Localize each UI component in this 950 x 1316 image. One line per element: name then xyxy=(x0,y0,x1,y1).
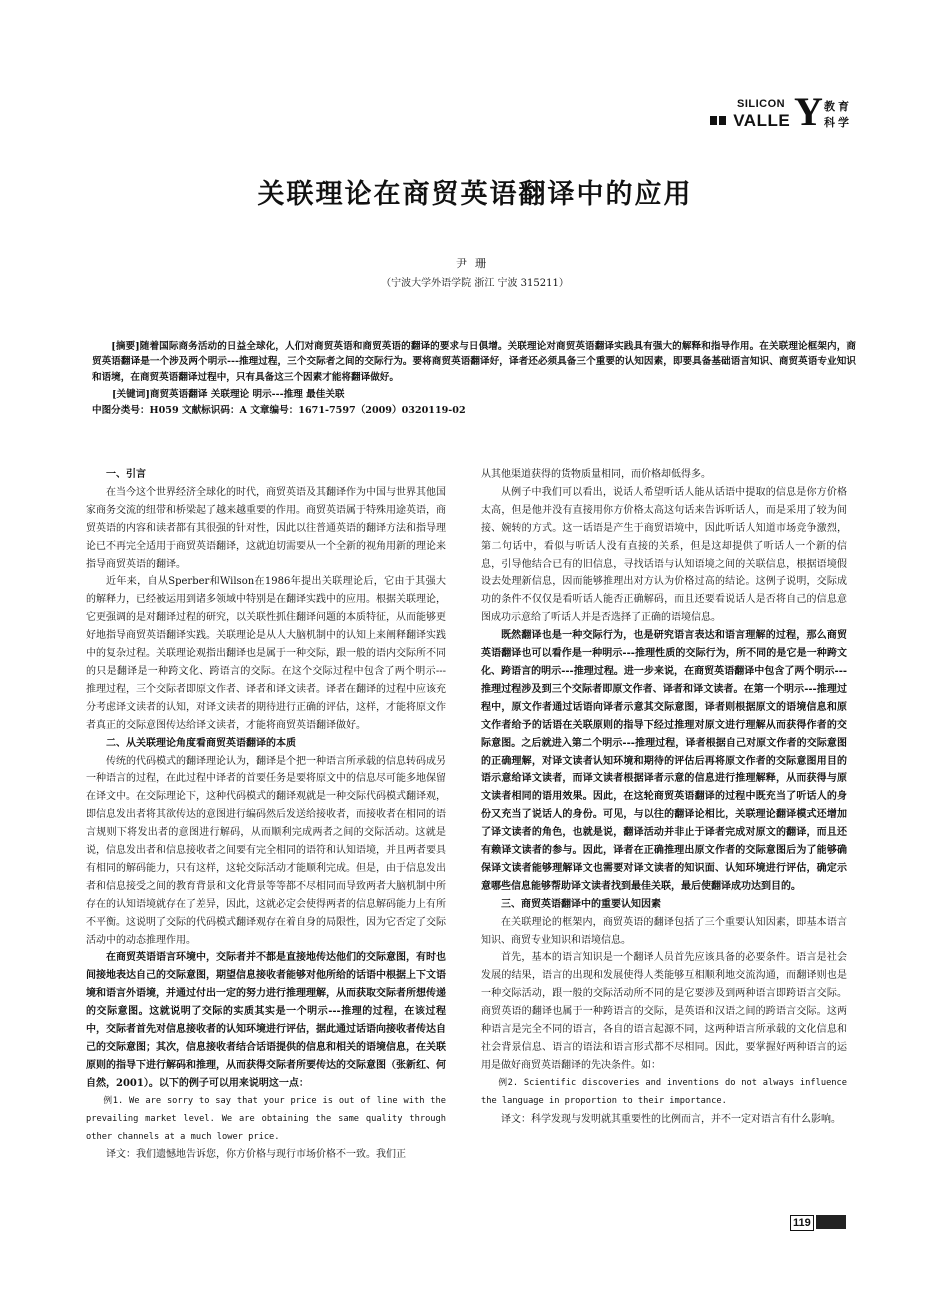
logo-cn-line2: 科学 xyxy=(824,116,852,129)
article-author: 尹珊 xyxy=(456,257,494,270)
paragraph: 传统的代码模式的翻译理论认为，翻译是个把一种语言所承载的信息转码成另一种语言的过程，在此过程中译者的首要任务是要将原文中的信息尽可能多地保留在译文中。在交际理论下，这种代码模式的翻译观就是一种交际代码模式翻译观，即信息发出者将其欲传达的意图进行编码然后发送给接收者，而接收者在相同的语言规则下将发出者的意图进行解码，从而顺利完成两者之间的交际活动。这就是说，信息发出者和信息接收者之间要有完全相同的语符和认知语境，并且两者要具有相同的解码能力，只有这样，这轮交际活动才能顺利完成。但是，由于信息发出者和信息接受之间的教育背景和文化背景等等都不尽相同而导致两者大脑机制中所存在的认知语境就存在了差异，因此，这就必定会使得两者的信息解码能力上有所不平衡。这说明了交际的代码模式翻译观存在着自身的局限性，因为它否定了交际活动中的动态推理作用。 xyxy=(86,755,446,946)
example-2: 例2. Scientific discoveries and inventions do not always influence the language in proportion to their importance. xyxy=(481,1077,847,1106)
journal-logo xyxy=(708,89,868,136)
article-affiliation: （宁波大学外语学院 浙江 宁波 315211） xyxy=(381,278,569,289)
classification-line: 中图分类号：H059 文献标识码：A 文章编号：1671-7597（2009）0320119-02 xyxy=(92,405,466,416)
logo-valley-text: VALLE xyxy=(710,111,790,131)
example-2-translation: 译文：科学发现与发明就其重要性的比例而言，并不一定对语言有什么影响。 xyxy=(501,1113,841,1125)
logo-square-icon xyxy=(710,116,717,125)
page-number: 119 xyxy=(790,1215,846,1231)
article-title: 关联理论在商贸英语翻译中的应用 xyxy=(257,179,693,210)
paragraph: 近年来，自从Sperber和Wilson在1986年提出关联理论后，它由于其强大的解释力，已经被运用到诸多领域中特别是在翻译实践中的应用。根据关联理论，它更强调的是对翻译过程的研究，以关联性抓住翻译问题的本质特征，从而能够更好地指导商贸英语翻译实践。关联理论是从人大脑机制中的认知上来阐释翻译实践中的复杂过程。关联理论观指出翻译也是属于一种交际，跟一般的语内交际所不同的只是翻译是一种跨文化、跨语言的交际。在这个交际过程中包含了两个明示---推理过程，三个交际者即原文作者、译者和译文读者。译者在翻译的过程中应该充分考虑译文读者的认知，对译文读者的期待进行正确的评估，这样，才能将原文作者真正的交际意图传达给译文读者，才能将商贸英语翻译做好。 xyxy=(86,576,446,731)
paragraph: 从其他渠道获得的货物质量相同，而价格却低得多。 xyxy=(481,469,711,480)
section-heading-3: 三、商贸英语翻译中的重要认知因素 xyxy=(501,898,661,910)
logo-silicon-text: SILICON xyxy=(737,98,786,110)
abstract-block xyxy=(92,339,856,385)
paragraph: 从例子中我们可以看出，说话人希望听话人能从话语中提取的信息是你方价格太高，但是他并没有直接用你方价格太高这句话来告诉听话人，而是采用了较为间接、婉转的方式。这一话语是产生于商贸语境中，因此听话人知道市场竞争激烈，第二句话中，看似与听话人没有直接的关系，但是这却提供了听话人一个新的信息，引导他结合已有的旧信息，寻找话语与认知语境之间的关联信息，根据语境假设去处理新信息，因而能够推理出对方认为价格过高的结论。这例子说明，交际成功的条件不仅仅是看听话人能否正确解码，而且还要看说话人是否将自己的信息意图成功示意给了听话人并是否选择了正确的语境信息。 xyxy=(481,486,847,624)
paragraph: 在商贸英语语言环境中，交际者并不都是直接地传达他们的交际意图，有时也间接地表达自己的交际意图，期望信息接收者能够对他所给的话语中根据上下文语境和语言外语境，并通过付出一定的努力进行推理理解，从而获取交际者所想传递的交际意图。这就说明了交际的实质其实是一个明示---推理的过程，在该过程中，交际者首先对信息接收者的认知环境进行评估，据此通过话语向接收者传达自己的交际意图；其次，信息接收者结合话语提供的信息和相关的语境信息，在关联原则的指导下进行解码和推理，从而获得交际者所要传达的交际意图（张新红、何自然，2001）。以下的例子可以用来说明这一点： xyxy=(86,952,446,1089)
abstract-text: [摘要]随着国际商务活动的日益全球化，人们对商贸英语和商贸英语的翻译的要求与日俱增。关联理论对商贸英语翻译实践具有强大的解释和指导作用。在关联理论框架内，商贸英语翻译是一个涉及两个明示---推理过程，三个交际者之间的交际行为。要将商贸英语翻译好，译者还必须具备三个重要的认知因素，即要具备基础语言知识、商贸英语专业知识和语境，在商贸英语翻译过程中，只有具备这三个因素才能将翻译做好。 xyxy=(92,341,856,383)
example-1-translation: 译文：我们遗憾地告诉您，你方价格与现行市场价格不一致。我们正 xyxy=(106,1149,406,1161)
right-column xyxy=(481,466,847,1129)
keywords: [关键词]商贸英语翻译 关联理论 明示---推理 最佳关联 xyxy=(112,389,345,400)
page-number-bar xyxy=(816,1215,846,1229)
logo-cn-line1: 教育 xyxy=(824,100,852,113)
left-column xyxy=(86,466,446,1164)
paragraph: 首先，基本的语言知识是一个翻译人员首先应该具备的必要条件。语言是社会发展的结果，语言的出现和发展使得人类能够互相顺利地交流沟通，而翻译则也是一种交际活动，跟一般的交际活动所不同的是它要涉及到两种语言即跨语言交际。商贸英语的翻译也属于一种跨语言的交际，是英语和汉语之间的跨语言交际。这两种语言是完全不同的语言，各自的语言起源不同，这两种语言所承载的文化信息和社会背景信息、语言的语法和语言形式都不尽相同。因此，要掌握好两种语言的运用是做好商贸英语翻译的先决条件。如： xyxy=(481,952,847,1071)
paragraph: 在当今这个世界经济全球化的时代，商贸英语及其翻译作为中国与世界其他国家商务交流的纽带和桥梁起了越来越重要的作用。商贸英语属于特殊用途英语，商贸英语的内容和读者都有其很强的针对性，因此以往普通英语的翻译方法和指导理论已不再完全适用于商贸英语翻译，这就迫切需要从一个全新的视角用新的理论来指导商贸英语的翻译。 xyxy=(86,486,446,570)
paragraph: 在关联理论的框架内，商贸英语的翻译包括了三个重要认知因素，即基本语言知识、商贸专业知识和语境信息。 xyxy=(481,916,847,946)
example-1: 例1. We are sorry to say that your price is out of line with the prevailing market level. We are obtaining the same quality through other channels at a much lower price. xyxy=(86,1095,446,1142)
section-heading-1: 一、引言 xyxy=(106,469,146,480)
section-heading-2: 二、从关联理论角度看商贸英语翻译的本质 xyxy=(106,737,296,749)
paragraph: 既然翻译也是一种交际行为，也是研究语言表达和语言理解的过程，那么商贸英语翻译也可以看作是一种明示---推理性质的交际行为，所不同的是它是一种跨文化、跨语言的明示---推理过程。进一步来说，在商贸英语翻译中包含了两个明示---推理过程涉及到三个交际者即原文作者、译者和译文读者。在第一个明示---推理过程中，原文作者通过话语向译者示意其交际意图，译者则根据原文的语境信息和原文作者给予的话语在关联原则的指导下经过推理对原文进行理解从而获得作者的交际意图。之后就进入第二个明示---推理过程，译者根据自己对原文作者的交际意图的正确理解，对译文读者认知环境和期待的评估后再将原文作者的交际意图用目的语示意给译文读者，而译文读者根据译者示意的信息进行推理解释，从而获得与原文读者相同的语用效果。因此，在这轮商贸英语翻译的过程中既充当了听话人的身份又充当了说话人的身份。可见，与以往的翻译论相比，关联理论翻译模式还增加了译文读者的角色，也就是说，翻译活动并非止于译者完成对原文的翻译，而且还有赖译文读者的参与。因此，译者在正确推理出原文作者的交际意图后为了能够确保译文读者能够理解译文也需要对译文读者的知识面、认知环境进行评估，确定示意哪些信息能够帮助译文读者找到最佳关联，最后使翻译成功达到目的。 xyxy=(481,630,847,892)
logo-square-icon xyxy=(719,116,726,125)
logo-y-letter: Y xyxy=(794,89,823,134)
